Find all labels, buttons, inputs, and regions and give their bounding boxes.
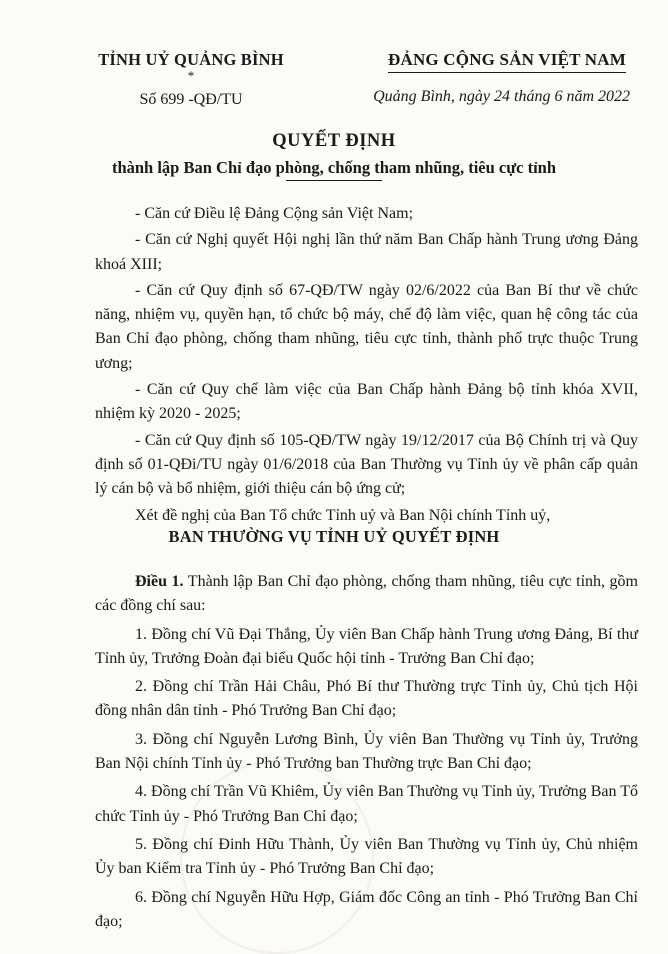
document-number: Số 699 -QĐ/TU bbox=[139, 91, 243, 108]
member-item: 1. Đồng chí Vũ Đại Thắng, Ủy viên Ban Chấp hành Trung ương Đảng, Bí thư Tỉnh ủy, Trưởng Đoàn đại biểu Quốc hội tỉnh - Trưởng Ban Chỉ đạo; bbox=[95, 625, 638, 667]
article-section bbox=[95, 570, 638, 938]
member-item: 6. Đồng chí Nguyễn Hữu Hợp, Giám đốc Công an tỉnh - Phó Trưởng Ban Chỉ đạo; bbox=[95, 888, 638, 930]
basis-paragraph: - Căn cứ Quy chế làm việc của Ban Chấp hành Đảng bộ tỉnh khóa XVII, nhiệm kỳ 2020 - 2025; bbox=[95, 381, 638, 423]
member-item: 3. Đồng chí Nguyễn Lương Bình, Ủy viên Ban Thường vụ Tỉnh ủy, Trưởng Ban Nội chính Tỉnh ủy - Phó Trưởng ban Thường trực Ban Chỉ đạo; bbox=[95, 730, 638, 773]
legal-bases bbox=[95, 202, 638, 530]
basis-paragraph: Xét đề nghị của Ban Tổ chức Tỉnh uỷ và Ban Nội chính Tỉnh uỷ, bbox=[135, 506, 551, 524]
national-header-block bbox=[372, 50, 642, 106]
member-item: 2. Đồng chí Trần Hải Châu, Phó Bí thư Thường trực Tỉnh ủy, Chủ tịch Hội đồng nhân dân tỉnh - Phó Trưởng Ban Chỉ đạo; bbox=[95, 678, 638, 720]
article-label: Điều 1. bbox=[135, 573, 184, 590]
resolve-heading: BAN THƯỜNG VỤ TỈNH UỶ QUYẾT ĐỊNH bbox=[168, 527, 500, 546]
article-1-intro bbox=[95, 570, 638, 619]
basis-paragraph: - Căn cứ Nghị quyết Hội nghị lần thứ năm Ban Chấp hành Trung ương Đảng khoá XIII; bbox=[95, 231, 638, 273]
document-subtitle: thành lập Ban Chỉ đạo phòng, chống tham nhũng, tiêu cực tỉnh bbox=[111, 158, 557, 177]
subtitle-underline bbox=[286, 180, 382, 181]
article-intro-text: Thành lập Ban Chỉ đạo phòng, chống tham nhũng, tiêu cực tỉnh, gồm các đồng chí sau: bbox=[95, 573, 639, 615]
basis-paragraph: - Căn cứ Quy định số 105-QĐ/TW ngày 19/12/2017 của Bộ Chính trị và Quy định số 01-QĐi/TU ngày 01/6/2018 của Ban Thường vụ Tỉnh ủy về phân cấp quản lý cán bộ và bổ nhiệm, giới thiệu cán bộ ứng cử; bbox=[95, 431, 638, 498]
issuer-block bbox=[96, 50, 286, 109]
basis-paragraph: - Căn cứ Quy định số 67-QĐ/TW ngày 02/6/2022 của Ban Bí thư về chức năng, nhiệm vụ, quyền hạn, tổ chức bộ máy, chế độ làm việc, quan hệ công tác của Ban Chỉ đạo phòng, chống tham nhũng, tiêu cực tỉnh, thành phố trực thuộc Trung ương; bbox=[95, 281, 638, 372]
party-name: ĐẢNG CỘNG SẢN VIỆT NAM bbox=[388, 50, 626, 73]
issuer-name: TỈNH UỶ QUẢNG BÌNH bbox=[98, 50, 284, 69]
member-item: 4. Đồng chí Trần Vũ Khiêm, Ủy viên Ban Thường vụ Tỉnh ủy, Trưởng Ban Tổ chức Tỉnh ủy - Phó Trưởng Ban Chỉ đạo; bbox=[95, 783, 638, 825]
star-mark: * bbox=[187, 68, 195, 83]
date-line: Quảng Bình, ngày 24 tháng 6 năm 2022 bbox=[373, 88, 630, 105]
member-item: 5. Đồng chí Đinh Hữu Thành, Ủy viên Ban Thường vụ Tỉnh ủy, Chủ nhiệm Ủy ban Kiểm tra Tỉnh ủy - Phó Trưởng Ban Chỉ đạo; bbox=[95, 835, 638, 878]
document-title: QUYẾT ĐỊNH bbox=[272, 131, 396, 151]
basis-paragraph: - Căn cứ Điều lệ Đảng Cộng sản Việt Nam; bbox=[135, 205, 414, 222]
